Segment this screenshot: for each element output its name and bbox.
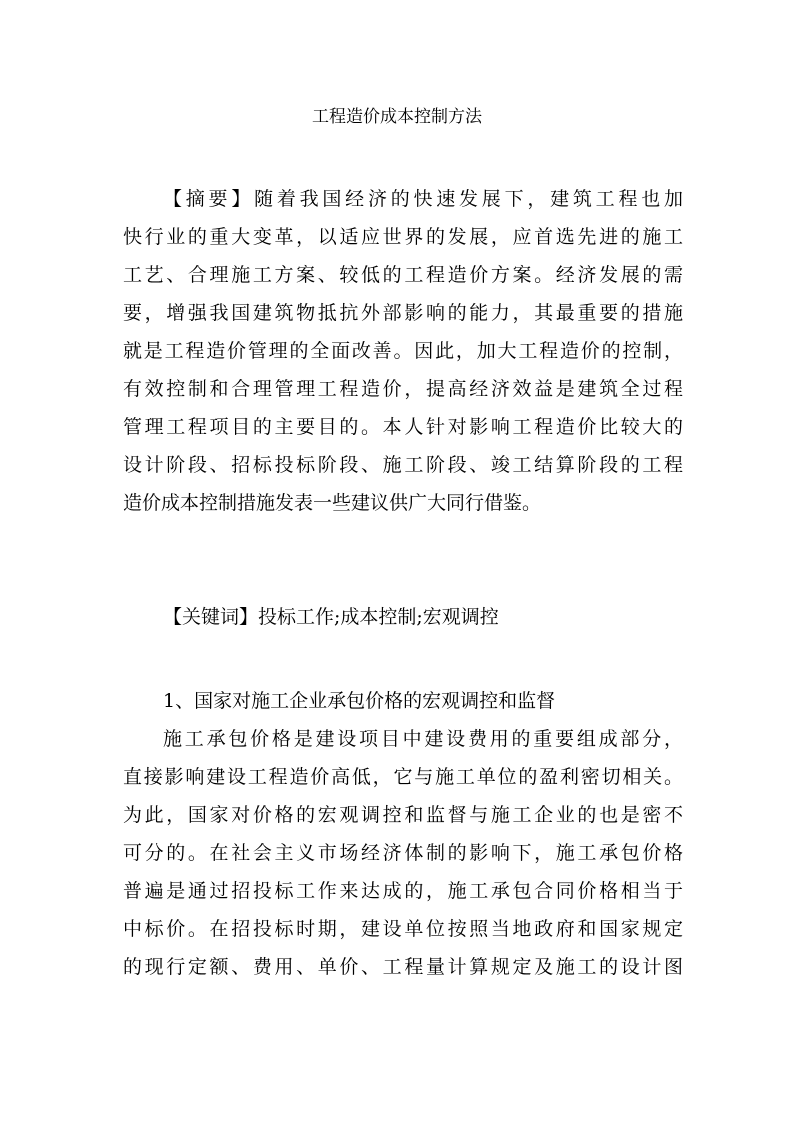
body-line: 普遍是通过招投标工作来达成的，施工承包合同价格相当于 — [123, 880, 683, 902]
abstract-line: 设计阶段、招标投标阶段、施工阶段、竣工结算阶段的工程 — [123, 454, 683, 476]
abstract-line: 快行业的重大变革，以适应世界的发展，应首选先进的施工 — [123, 226, 683, 248]
abstract-line: 要，增强我国建筑物抵抗外部影响的能力，其最重要的措施 — [123, 302, 683, 324]
body-line: 施工承包价格是建设项目中建设费用的重要组成部分， — [163, 728, 683, 750]
abstract-line: 有效控制和合理管理工程造价，提高经济效益是建筑全过程 — [123, 378, 683, 400]
body-line: 中标价。在招投标时期，建设单位按照当地政府和国家规定 — [123, 918, 683, 940]
abstract-line: 【摘要】随着我国经济的快速发展下，建筑工程也加 — [163, 188, 683, 210]
abstract-line: 就是工程造价管理的全面改善。因此，加大工程造价的控制， — [123, 340, 683, 362]
section-heading-text: 1、国家对施工企业承包价格的宏观调控和监督 — [163, 690, 556, 712]
abstract-line: 工艺、合理施工方案、较低的工程造价方案。经济发展的需 — [123, 264, 683, 286]
body-line: 可分的。在社会主义市场经济体制的影响下，施工承包价格 — [123, 842, 683, 864]
body-line: 直接影响建设工程造价高低，它与施工单位的盈利密切相关。 — [123, 766, 683, 788]
section-heading — [123, 682, 683, 720]
abstract-line: 造价成本控制措施发表一些建议供广大同行借鉴。 — [123, 492, 542, 514]
body-line: 为此，国家对价格的宏观调控和监督与施工企业的也是密不 — [123, 804, 683, 826]
abstract-paragraph — [123, 180, 683, 522]
document-title: 工程造价成本控制方法 — [312, 107, 482, 127]
keywords-paragraph — [123, 598, 683, 636]
abstract-line: 管理工程项目的主要目的。本人针对影响工程造价比较大的 — [123, 416, 683, 438]
keywords-line: 【关键词】投标工作;成本控制;宏观调控 — [163, 606, 499, 628]
body-paragraph — [123, 720, 683, 986]
body-line: 的现行定额、费用、单价、工程量计算规定及施工的设计图 — [123, 956, 683, 978]
